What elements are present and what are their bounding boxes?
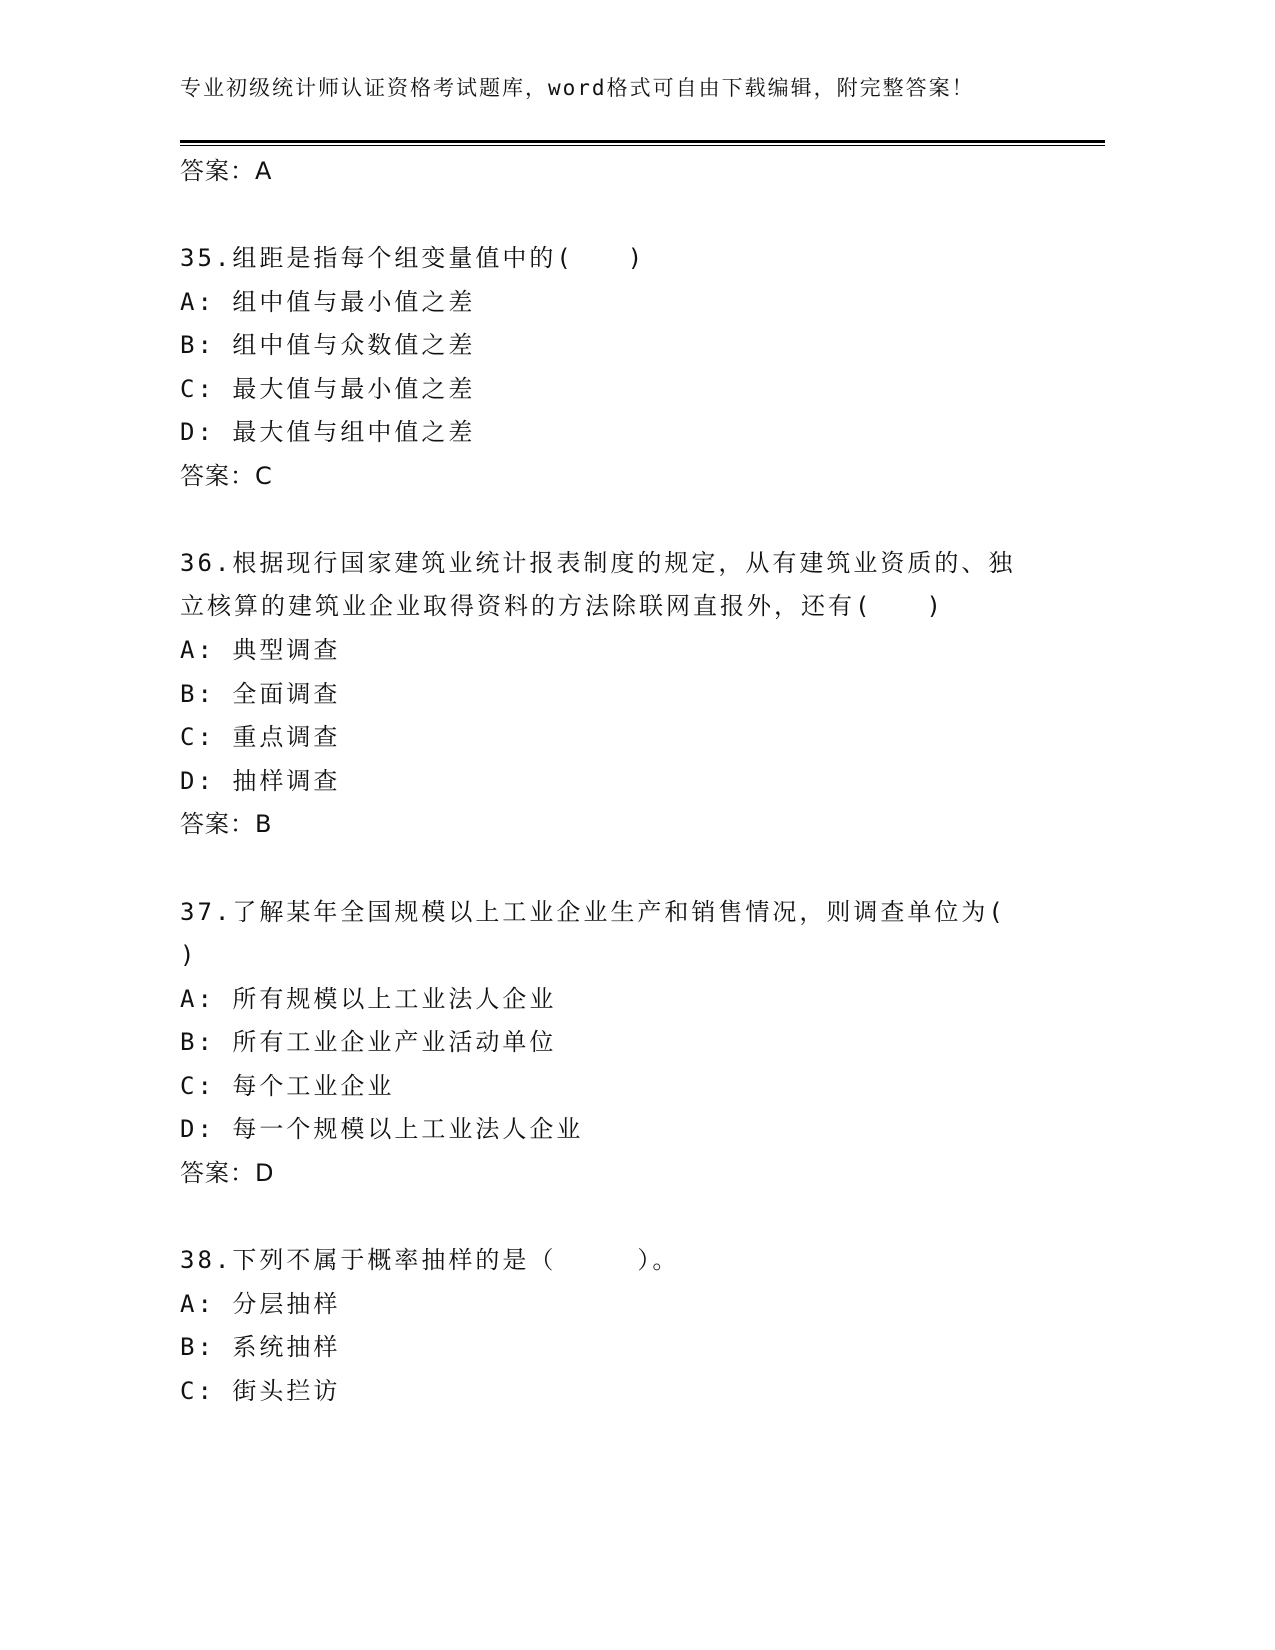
question-37-stem-line-2: )	[180, 941, 198, 969]
question-36-option-a: A: 典型调查	[180, 636, 341, 664]
question-36-option-c: C: 重点调查	[180, 723, 341, 751]
question-38-stem: 38.下列不属于概率抽样的是（ ）。	[180, 1246, 680, 1274]
question-37-option-a: A: 所有规模以上工业法人企业	[180, 985, 557, 1013]
question-36-option-b: B: 全面调查	[180, 680, 341, 708]
question-38-option-b: B: 系统抽样	[180, 1333, 341, 1361]
question-37-option-c: C: 每个工业企业	[180, 1072, 395, 1100]
question-36-stem-line-2: 立核算的建筑业企业取得资料的方法除联网直报外，还有( )	[180, 592, 944, 620]
question-36-option-d: D: 抽样调查	[180, 767, 341, 795]
question-35-stem: 35.组距是指每个组变量值中的( )	[180, 244, 646, 272]
question-35-option-d: D: 最大值与组中值之差	[180, 418, 476, 446]
question-35-option-b: B: 组中值与众数值之差	[180, 331, 476, 359]
answer-35: 答案：C	[180, 462, 273, 490]
question-36-stem-line-1: 36.根据现行国家建筑业统计报表制度的规定，从有建筑业资质的、独	[180, 549, 1016, 577]
question-35-option-a: A: 组中值与最小值之差	[180, 288, 476, 316]
answer-34: 答案：A	[180, 157, 273, 185]
header-divider	[180, 140, 1105, 143]
header-divider-thin	[180, 145, 1105, 146]
page-header: 专业初级统计师认证资格考试题库，word格式可自由下载编辑，附完整答案！	[180, 76, 975, 100]
question-37-option-d: D: 每一个规模以上工业法人企业	[180, 1115, 584, 1143]
question-38-option-c: C: 街头拦访	[180, 1377, 341, 1405]
answer-36: 答案：B	[180, 810, 273, 838]
question-35-option-c: C: 最大值与最小值之差	[180, 375, 476, 403]
question-38-option-a: A: 分层抽样	[180, 1290, 341, 1318]
answer-37: 答案：D	[180, 1159, 275, 1187]
question-37-option-b: B: 所有工业企业产业活动单位	[180, 1028, 557, 1056]
question-37-stem-line-1: 37.了解某年全国规模以上工业企业生产和销售情况，则调查单位为(	[180, 898, 1006, 926]
